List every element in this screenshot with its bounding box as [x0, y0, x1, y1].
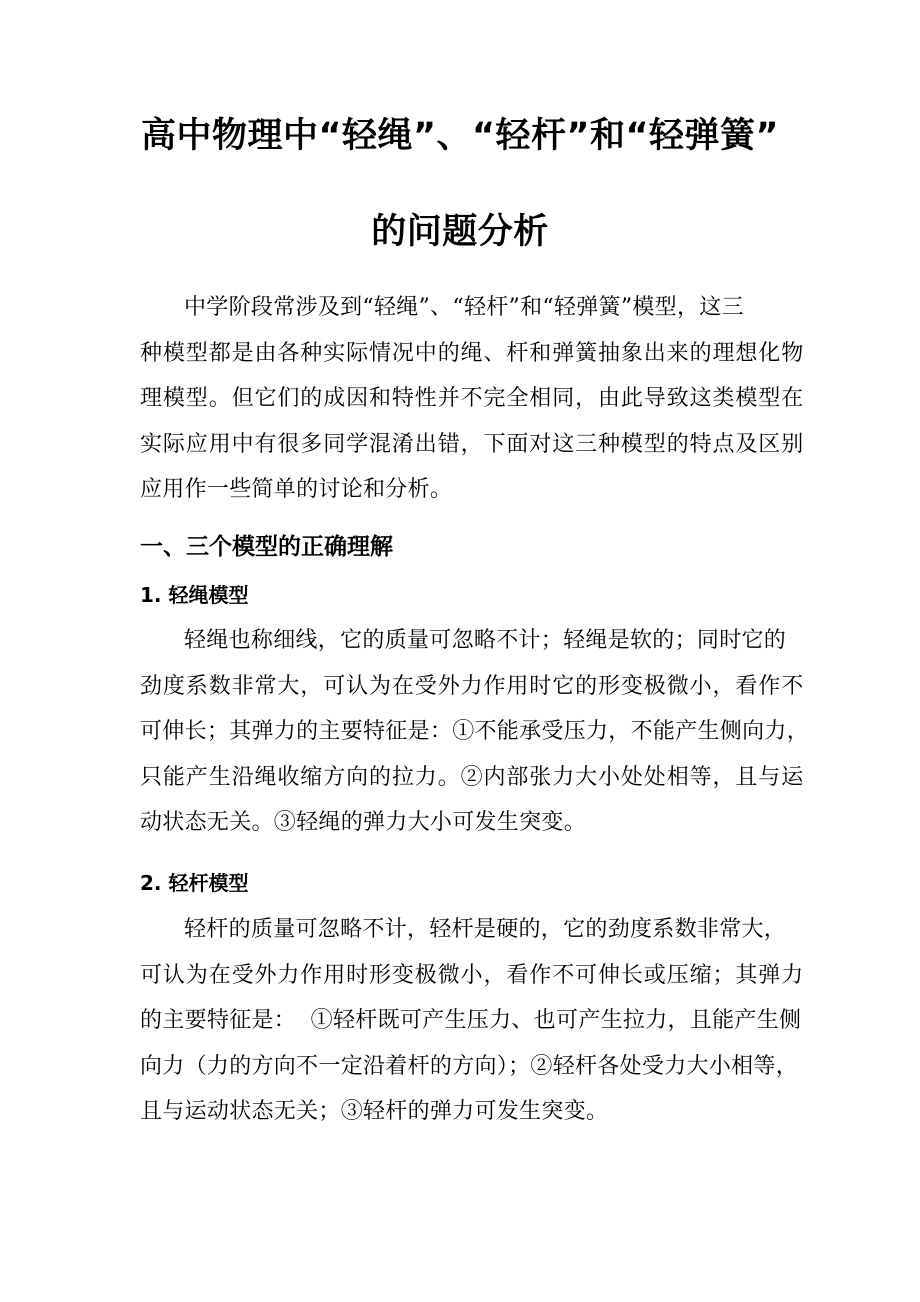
rope-line: 只能产生沿绳收缩方向的拉力。②内部张力大小处处相等，且与运 — [140, 764, 805, 790]
intro-paragraph — [140, 285, 805, 513]
intro-line: 中学阶段常涉及到“轻绳”、“轻杆”和“轻弹簧”模型，这三 — [184, 295, 744, 320]
rod-line: 的主要特征是： ①轻杆既可产生压力、也可产生拉力，且能产生侧 — [140, 1008, 802, 1034]
rope-line: 可伸长；其弹力的主要特征是：①不能承受压力，不能产生侧向力， — [140, 719, 810, 745]
rod-line: 可认为在受外力作用时形变极微小，看作不可伸长或压缩；其弹力 — [140, 962, 805, 988]
rope-line: 轻绳也称细线，它的质量可忽略不计；轻绳是软的；同时它的 — [184, 628, 787, 653]
intro-line: 应用作一些简单的讨论和分析。 — [140, 477, 453, 503]
section-heading: 一、三个模型的正确理解 — [140, 534, 393, 560]
rod-paragraph — [140, 907, 805, 1135]
intro-line: 种模型都是由各种实际情况中的绳、杆和弹簧抽象出来的理想化物 — [140, 340, 805, 366]
rope-paragraph — [140, 618, 810, 846]
intro-line: 理模型。但它们的成因和特性并不完全相同，由此导致这类模型在 — [140, 386, 805, 412]
document-title-line-1: 高中物理中“轻绳”、“轻杆”和“轻弹簧” — [140, 116, 780, 156]
rope-line: 劲度系数非常大，可认为在受外力作用时它的形变极微小，看作不 — [140, 673, 805, 699]
subsection-heading-rod: 2. 轻杆模型 — [140, 871, 249, 895]
intro-line: 实际应用中有很多同学混淆出错，下面对这三种模型的特点及区别 — [140, 431, 805, 457]
subsection-heading-rope: 1. 轻绳模型 — [140, 583, 249, 607]
rod-line: 轻杆的质量可忽略不计，轻杆是硬的，它的劲度系数非常大， — [184, 917, 787, 942]
rope-line: 动状态无关。③轻绳的弹力大小可发生突变。 — [140, 810, 587, 836]
rod-line: 且与运动状态无关；③轻杆的弹力可发生突变。 — [140, 1099, 609, 1125]
rod-line: 向力（力的方向不一定沿着杆的方向）；②轻杆各处受力大小相等， — [140, 1053, 799, 1079]
document-title-line-2: 的问题分析 — [371, 212, 549, 252]
